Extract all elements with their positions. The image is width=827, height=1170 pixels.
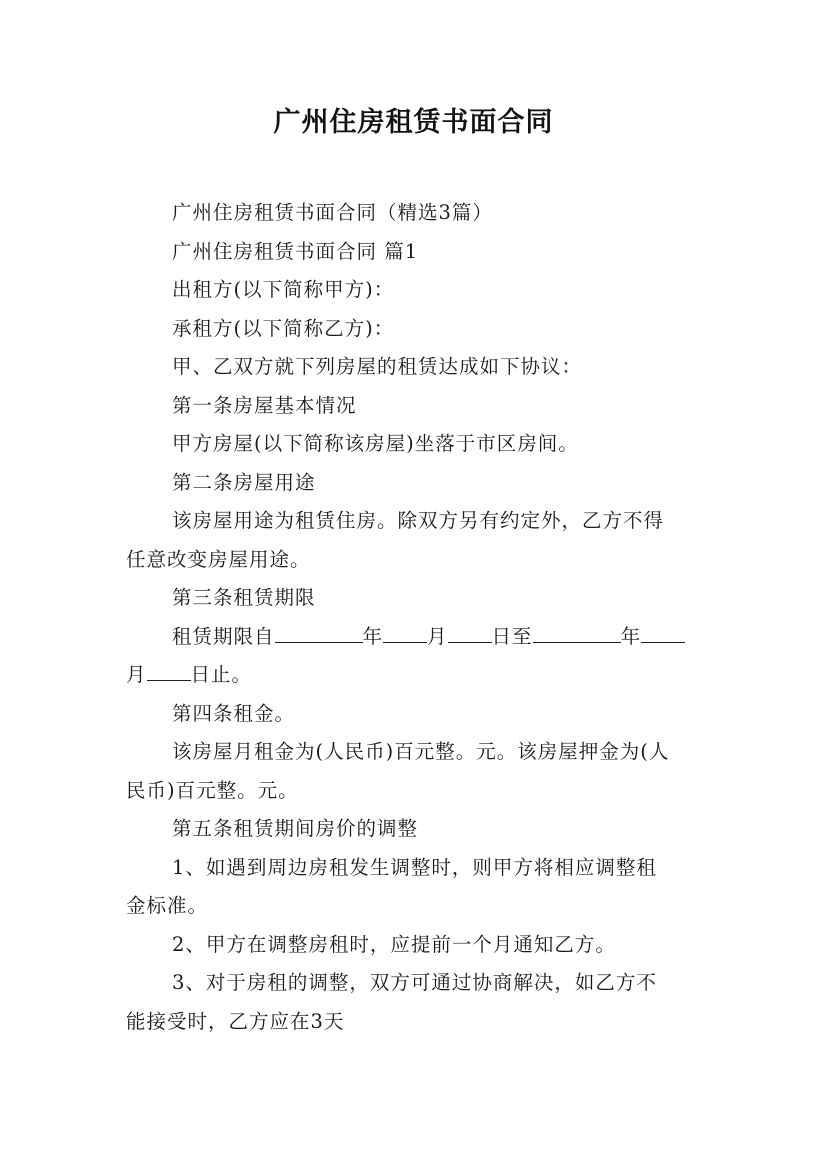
lease-term-line-cont xyxy=(126,656,706,695)
paragraph-line: 该房屋用途为租赁住房。除双方另有约定外，乙方不得 xyxy=(172,509,665,532)
blank-field xyxy=(383,625,427,643)
paragraph-line: 2、甲方在调整房租时，应提前一个月通知乙方。 xyxy=(172,932,616,956)
lease-term-month: 月 xyxy=(427,624,448,648)
paragraph-line: 1、如遇到周边房租发生调整时，则甲方将相应调整租 xyxy=(172,855,657,879)
lease-term-year: 年 xyxy=(362,624,384,648)
lease-term-prefix: 租赁期限自 xyxy=(172,624,275,648)
blank-field xyxy=(275,625,363,643)
paragraph-line: 金标准。 xyxy=(126,894,209,917)
section-heading: 第五条租赁期间房价的调整 xyxy=(172,817,419,840)
document-body xyxy=(126,194,706,1041)
blank-field xyxy=(533,625,621,643)
lease-term-year2: 年 xyxy=(620,624,642,648)
section-heading: 第三条租赁期限 xyxy=(172,586,316,609)
paragraph-line: 广州住房租赁书面合同（精选3篇） xyxy=(172,201,493,224)
paragraph-line: 甲、乙双方就下列房屋的租赁达成如下协议： xyxy=(172,355,583,378)
paragraph-line: 承租方(以下简称乙方)： xyxy=(172,316,395,340)
paragraph-line: 能接受时，乙方应在3天 xyxy=(126,1009,345,1033)
blank-field xyxy=(147,663,191,681)
section-heading: 第二条房屋用途 xyxy=(172,470,316,494)
paragraph-line: 广州住房租赁书面合同 篇1 xyxy=(172,239,419,263)
paragraph-line: 任意改变房屋用途。 xyxy=(126,547,311,571)
paragraph-line: 3、对于房租的调整，双方可通过协商解决，如乙方不 xyxy=(172,971,657,994)
section-heading: 第四条租金。 xyxy=(172,701,296,725)
paragraph-line: 该房屋月租金为(人民币)百元整。元。该房屋押金为(人 xyxy=(172,740,670,763)
paragraph-line: 民币)百元整。元。 xyxy=(126,778,299,802)
paragraph-line: 出租方(以下简称甲方)： xyxy=(172,278,395,301)
blank-field xyxy=(641,625,685,643)
section-heading: 第一条房屋基本情况 xyxy=(172,393,357,417)
lease-term-line xyxy=(126,618,706,657)
document-title: 广州住房租赁书面合同 xyxy=(273,107,554,138)
blank-field xyxy=(448,625,492,643)
lease-term-month2: 月 xyxy=(126,663,147,686)
lease-term-day-end: 日止。 xyxy=(190,663,253,686)
lease-term-day-to: 日至 xyxy=(491,624,533,648)
paragraph-line: 甲方房屋(以下简称该房屋)坐落于市区房间。 xyxy=(172,432,579,455)
